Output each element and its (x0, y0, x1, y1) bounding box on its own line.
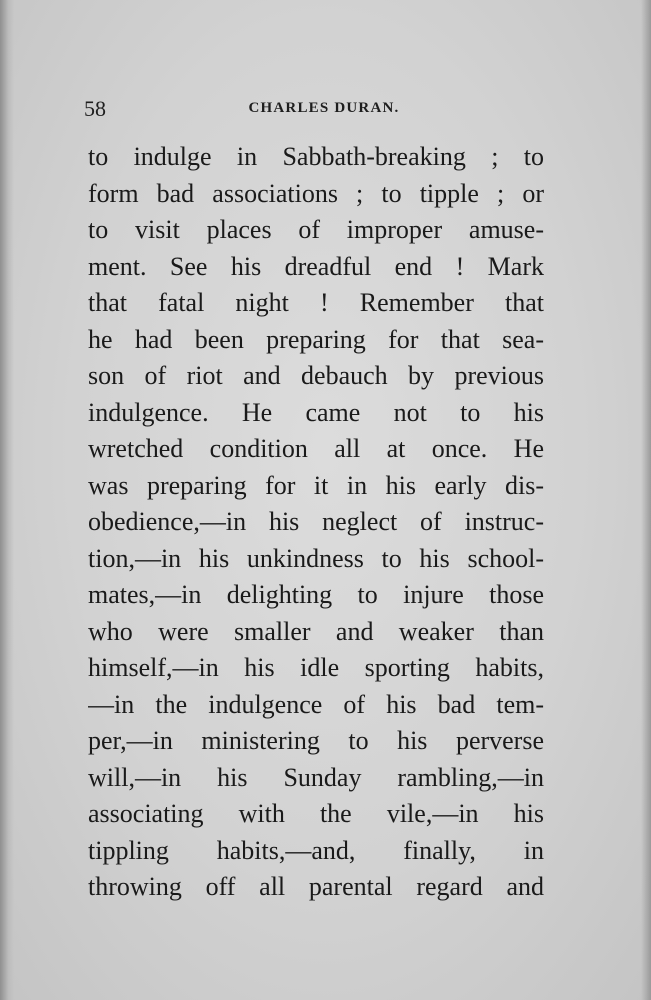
text-line: ment. See his dreadful end ! Mark (88, 251, 544, 281)
text-line: form bad associations ; to tipple ; or (88, 178, 544, 208)
text-line: mates,—in delighting to injure those (88, 580, 544, 609)
text-line: was preparing for it in his early dis- (88, 470, 544, 500)
page-header (84, 96, 554, 126)
text-line: associating with the vile,—in his (88, 799, 544, 828)
page-binding-edge (0, 0, 14, 1000)
text-line: tion,—in his unkindness to his school- (88, 543, 544, 573)
text-line: wretched condition all at once. He (88, 434, 544, 463)
running-head: CHARLES DURAN. (248, 100, 400, 116)
page-number: 58 (84, 96, 106, 121)
text-line: tippling habits,—and, finally, in (88, 835, 544, 865)
text-line: throwing off all parental regard and (88, 872, 544, 901)
text-line: who were smaller and weaker than (88, 616, 544, 646)
text-line: to visit places of improper amuse- (88, 215, 544, 244)
text-line: he had been preparing for that sea- (88, 324, 544, 354)
text-line: himself,—in his idle sporting habits, (88, 653, 544, 682)
text-line: indulgence. He came not to his (88, 397, 544, 427)
text-line: obedience,—in his neglect of instruc- (88, 507, 544, 536)
text-line: will,—in his Sunday rambling,—in (88, 762, 544, 792)
text-line: per,—in ministering to his perverse (88, 726, 544, 755)
page-outer-edge (641, 0, 651, 1000)
text-line: —in the indulgence of his bad tem- (88, 689, 544, 719)
body-text (88, 139, 544, 906)
text-line: son of riot and debauch by previous (88, 361, 544, 390)
text-line: that fatal night ! Remember that (88, 288, 544, 317)
text-line: to indulge in Sabbath-breaking ; to (88, 142, 544, 171)
